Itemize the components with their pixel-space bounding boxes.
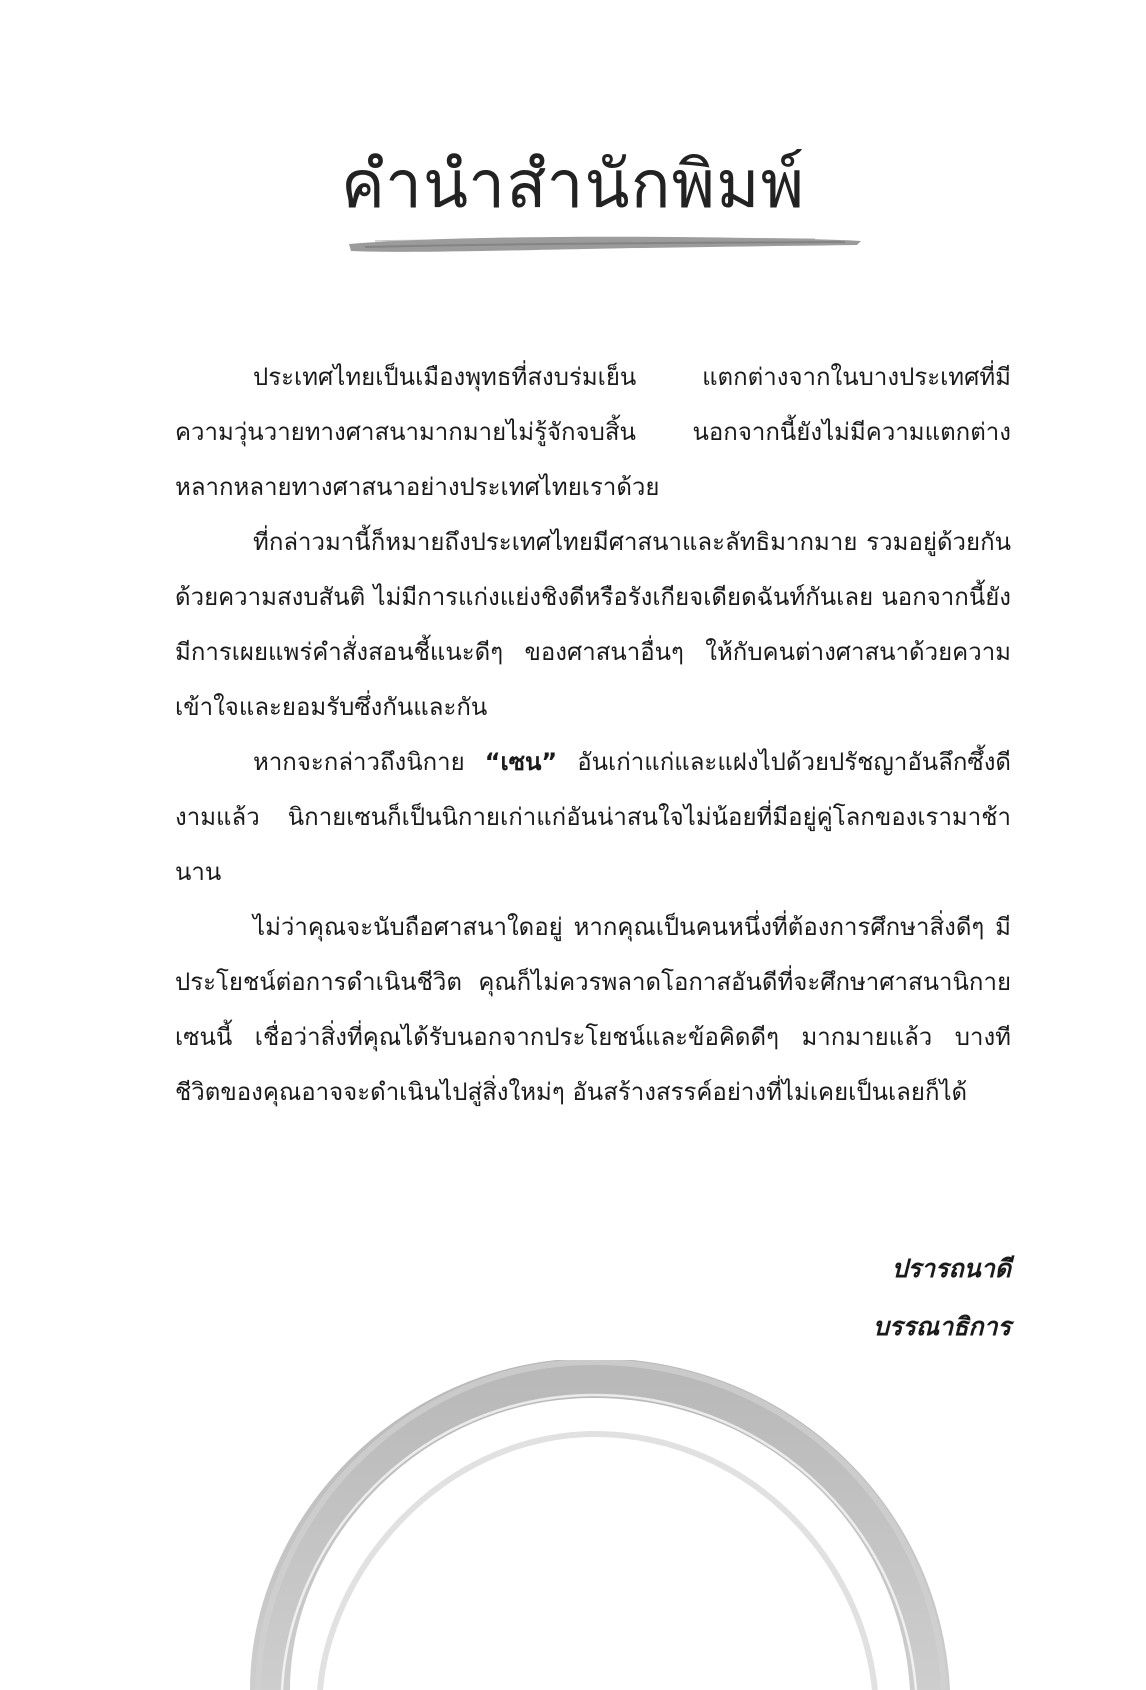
signoff-block <box>873 1240 1011 1356</box>
enso-circle-decoration <box>230 1360 950 1690</box>
brush-underline-decoration <box>345 232 865 256</box>
signoff-closing: ปรารถนาดี <box>891 1254 1011 1283</box>
paragraph-3-after: อันเก่าแก่และแฝงไปด้วยปรัชญาอันลึกซึ้งดีงามแล้ว นิกายเซนก็เป็นนิกายเก่าแก่อันน่าสนใจไม่น้อยที่มีอยู่คู่โลกของเรามาช้านาน <box>175 748 1011 886</box>
zen-emphasis: “เซน” <box>484 748 558 776</box>
page-title: คำนำสำนักพิมพ์ <box>340 146 806 223</box>
paragraph-3-before: หากจะกล่าวถึงนิกาย <box>253 748 485 776</box>
preface-body <box>175 350 1011 1120</box>
paragraph-2: ที่กล่าวมานี้ก็หมายถึงประเทศไทยมีศาสนาและลัทธิมากมาย รวมอยู่ด้วยกันด้วยความสงบสันติ ไม่มีการแก่งแย่งชิงดีหรือรังเกียจเดียดฉันท์กันเลย นอกจากนี้ยังมีการเผยแพร่คำสั่งสอนชี้แนะดีๆ ของศาสนาอื่นๆ ให้กับคนต่างศาสนาด้วยความเข้าใจและยอมรับซึ่งกันและกัน <box>175 528 1011 721</box>
paragraph-4: ไม่ว่าคุณจะนับถือศาสนาใดอยู่ หากคุณเป็นคนหนึ่งที่ต้องการศึกษาสิ่งดีๆ มีประโยชน์ต่อการดำเนินชีวิต คุณก็ไม่ควรพลาดโอกาสอันดีที่จะศึกษาศาสนานิกายเซนนี้ เชื่อว่าสิ่งที่คุณได้รับนอกจากประโยชน์และข้อคิดดีๆ มากมายแล้ว บางทีชีวิตของคุณอาจจะดำเนินไปสู่สิ่งใหม่ๆ อันสร้างสรรค์อย่างที่ไม่เคยเป็นเลยก็ได้ <box>175 913 1011 1106</box>
paragraph-1: ประเทศไทยเป็นเมืองพุทธที่สงบร่มเย็น แตกต่างจากในบางประเทศที่มีความวุ่นวายทางศาสนามากมายไม่รู้จักจบสิ้น นอกจากนี้ยังไม่มีความแตกต่างหลากหลายทางศาสนาอย่างประเทศไทยเราด้วย <box>175 363 1011 501</box>
paragraph-3 <box>175 735 1011 900</box>
signoff-author: บรรณาธิการ <box>873 1312 1011 1341</box>
